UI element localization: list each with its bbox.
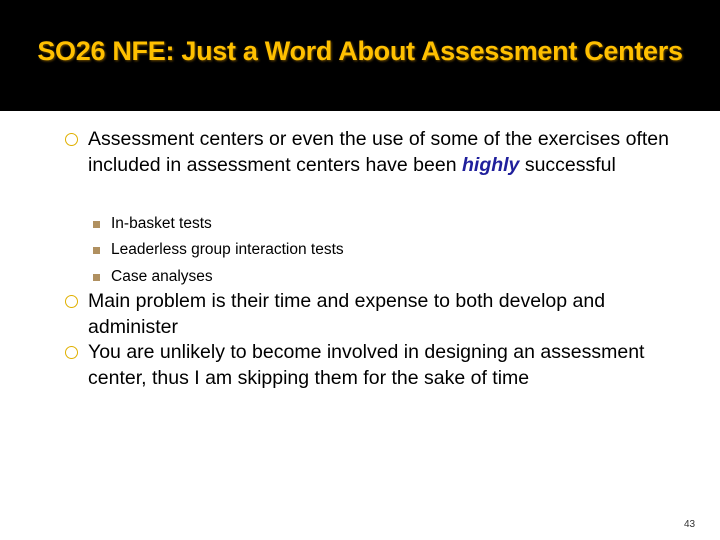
- square-bullet-icon: [93, 221, 100, 228]
- page-number: 43: [684, 519, 696, 530]
- sub-item-1: In-basket tests: [111, 215, 212, 232]
- square-bullet-icon: [93, 274, 100, 281]
- sub-item-3: Case analyses: [111, 268, 213, 285]
- ring-bullet-icon: [65, 133, 78, 146]
- sub-item-2: Leaderless group interaction tests: [111, 241, 344, 258]
- bullet-1-emphasis: highly: [461, 153, 520, 176]
- ring-bullet-icon: [65, 346, 78, 359]
- ring-bullet-icon: [65, 295, 78, 308]
- bullet-2: Main problem is their time and expense to both develop and administer: [88, 290, 606, 338]
- bullet-1: [88, 127, 688, 178]
- bullet-1-text-end: successful: [519, 153, 616, 176]
- square-bullet-icon: [93, 247, 100, 254]
- bullet-1-text: Assessment centers or even the use of some of the exercises often included in assessment centers have been: [88, 128, 669, 176]
- bullet-3: You are unlikely to become involved in designing an assessment center, thus I am skipping them for the sake of time: [88, 341, 645, 389]
- slide-title: SO26 NFE: Just a Word About Assessment Centers: [37, 36, 683, 66]
